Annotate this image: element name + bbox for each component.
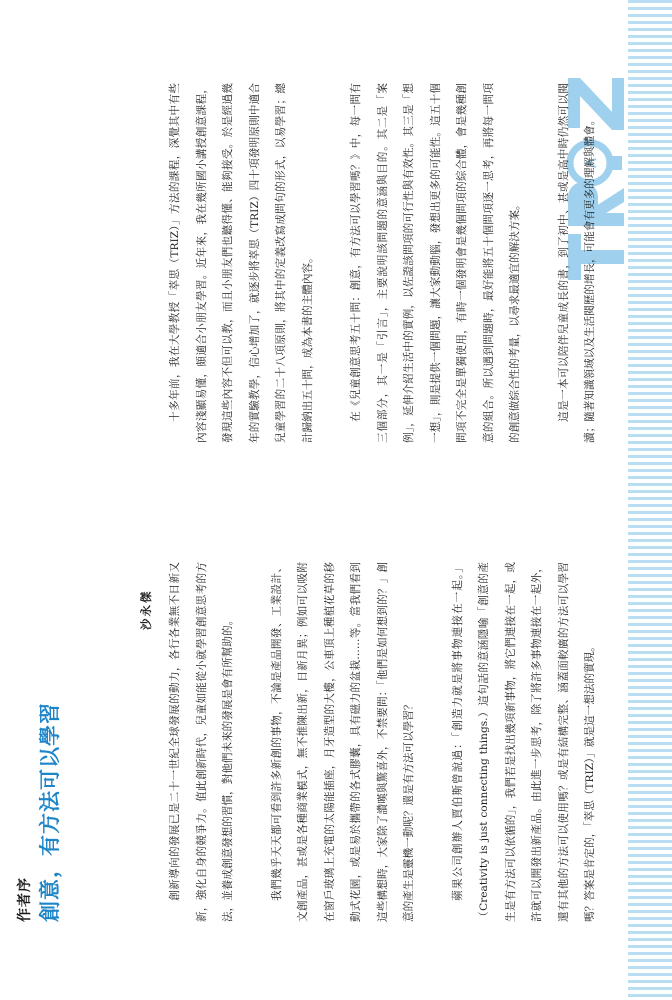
- right-column: [162, 83, 604, 443]
- paragraph: 這是一本可以陪伴兒童成長的書，到了初中、甚或是高中時仍然可以閱讀；隨著知識領域以及生活閱歷的增長，可能會有更多的理解與體會。: [557, 83, 596, 443]
- paragraph: 在《兒童創意思考五十問：創意，有方法可以學習嗎？》中，每一問有三個部分，其一是「引言」，主要說明該問題的意涵與目的。其二是「案例」，延伸介紹生活中的實例，以佐證該問項的可行性與有效性。其三是「想一想」，則是提供一個問題，讓大家動動腦，發想出更多的可能性。這五十個問項不完全是單獨使用，有時一個發明會是幾個問項的綜合體，會是幾種創意的組合。所以遇到問題時，最好能將五十個問項逐一思考，再將每一問項的創意做綜合性的考量，以尋求最適宜的解決方案。: [350, 83, 521, 443]
- paragraph: 蘋果公司創辦人賈伯斯曾說過：「創造力就是將事物連接在一起。」（Creativity is just connecting things.）這句話的意涵隱喻「創意的產生是有方法可以依循的」，我們若是找出幾項新事物，將它們連接在一起，或許就可以開發出新產品。由此進一步思考，除了將許多事物連接在一起外，還有其他的方法可以使用嗎？或是有結構完整、涵蓋面較廣的方法可以學習嗎？答案是肯定的，「萃思（TRIZ）」就是這一想法的實現。: [451, 562, 596, 922]
- paragraph: 我們幾乎天天都可看到許多新創的事物，不論是產品開發、工業設計、文創產品，甚或是各種商業模式，無不推陳出新，日新月異；例如可以吸附在窗戶玻璃上充電的太陽能插座，月牙造型的大樓，公車頂上種植花草的移動式花園，或是易於攜帶的各式膠囊，具有磁力的盆栽……等。當我們看到這些構想時，大家除了讚嘆與驚喜外，不禁要問：「他們是如何想到的？」創意的產生是靈機一動呢？還是有方法可以學習？: [270, 562, 415, 922]
- author-name: 沙永傑: [139, 589, 153, 630]
- paragraph: 十多年前，我在大學教授「萃思（TRIZ）」方法的課程，深覺其中有些內容淺顯易懂，頗適合小朋友學習。近年來，我在幾所國小講授創意課程，發現這些內容不但可以教，而且小朋友們也聽得懂、能夠接受。於是經過幾年的實驗教學，信心增加了，就逐步將萃思（TRIZ）四十項發明原則中適合兒童學習的二十八項原則，將其中的定義改寫成問句的形式，以易學習；總計歸納出五十問，成為本書的主體內容。: [169, 83, 314, 443]
- left-column: [162, 562, 604, 922]
- page-title: 創意，有方法可以學習: [38, 702, 62, 922]
- preface-label: 作者序: [17, 877, 33, 922]
- paragraph: 創新導向的發展已是二十一世紀全球發展的動力，各行各業無不日新又新，強化自身的競爭力。值此創新時代，兒童如能從小就學習創意思考的方法，並養成創意發想的習慣，對他們未來的發展是會有所幫助的。: [169, 562, 234, 922]
